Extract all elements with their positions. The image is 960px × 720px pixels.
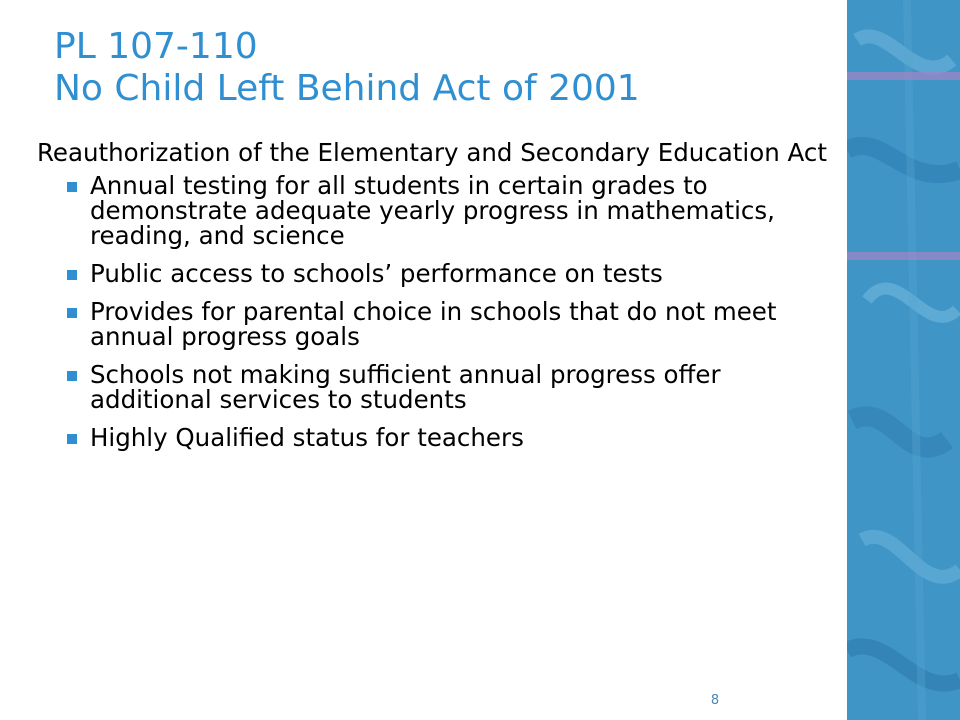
square-bullet-icon <box>67 270 77 280</box>
bullet-item <box>37 299 827 349</box>
bullet-list <box>37 173 827 450</box>
square-bullet-icon <box>67 308 77 318</box>
bullet-text: Public access to schools’ performance on tests <box>90 259 663 288</box>
bullet-text: Highly Qualified status for teachers <box>90 423 524 452</box>
title-line-1: PL 107-110 <box>54 26 258 67</box>
bullet-text: Provides for parental choice in schools that do not meet annual progress goals <box>90 297 777 351</box>
title-line-2: No Child Left Behind Act of 2001 <box>54 68 640 109</box>
painted-texture-image <box>847 0 960 720</box>
bullet-text: Schools not making sufficient annual progress offer additional services to students <box>90 360 721 414</box>
decorative-side-panel <box>847 0 960 720</box>
purple-stripe-bottom <box>847 252 960 260</box>
page-number: 8 <box>710 693 720 708</box>
slide-title <box>54 26 834 110</box>
bullet-item <box>37 261 827 286</box>
purple-stripe-top <box>847 72 960 80</box>
bullet-item <box>37 362 827 412</box>
bullet-item <box>37 425 827 450</box>
bullet-text: Annual testing for all students in certain grades to demonstrate adequate yearly progress in mathematics, reading, and science <box>90 171 775 250</box>
square-bullet-icon <box>67 434 77 444</box>
square-bullet-icon <box>67 371 77 381</box>
intro-text: Reauthorization of the Elementary and Secondary Education Act <box>37 138 827 167</box>
bullet-item <box>37 173 827 248</box>
slide-body <box>37 138 827 463</box>
square-bullet-icon <box>67 182 77 192</box>
